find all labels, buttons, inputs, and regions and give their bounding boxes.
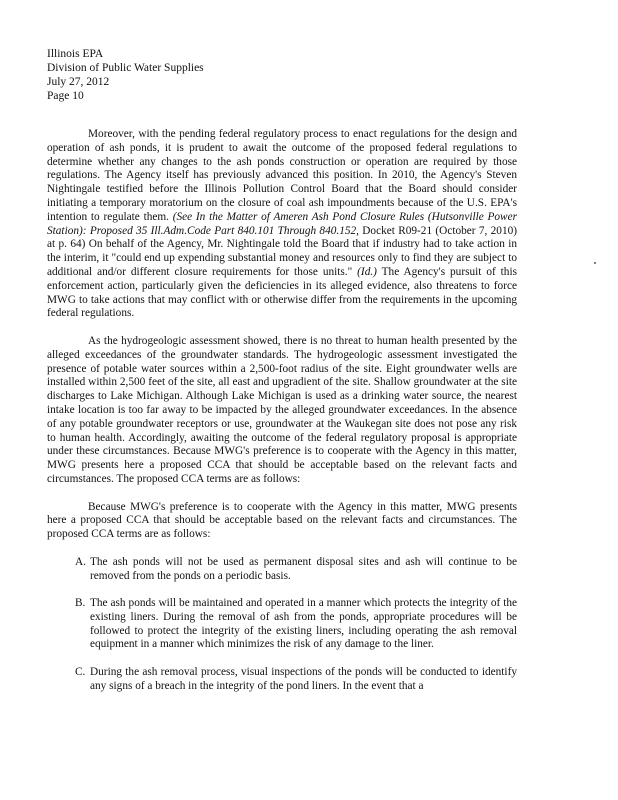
list-item-text: The ash ponds will not be used as permanent disposal sites and ash will continue to be removed from the ponds on a periodic basis. <box>90 555 517 582</box>
paragraph-cca-proposal: Because MWG's preference is to cooperate with the Agency in this matter, MWG presents here a proposed CCA that should be acceptable based on the relevant facts and circumstances. The proposed CCA terms are as follows: <box>47 500 517 541</box>
scan-artifact-speck <box>594 262 596 264</box>
paragraph-federal-regulation <box>47 128 517 321</box>
header-line-agency: Illinois EPA <box>47 48 104 60</box>
paragraph-1-part-a: Moreover, with the pending federal regulatory process to enact regulations for the design and operation of ash ponds, it is prudent to await the outcome of the proposed federal regulations to determine whether any changes to the ash ponds construction or operation are required by those regulations. The Agency itself has previously advanced this position. In 2010, the Agency's Steven Nightingale testified before the Illinois Pollution Control Board that the Board should consider initiating a temporary moratorium on the closure of coal ash impoundments because of the U.S. EPA's intention to regulate them. <box>47 128 517 223</box>
header-line-date: July 27, 2012 <box>47 76 110 88</box>
list-item-text: During the ash removal process, visual inspections of the ponds will be conducted to identify any signs of a breach in the integrity of the pond liners. In the event that a <box>90 666 517 692</box>
paragraph-1-citation: (See In the Matter of Ameren Ash Pond Closure Rules (Hutsonville Power Station): Proposed 35 Ill.Adm.Code Part 840.101 Through 840.152, <box>47 210 518 237</box>
list-marker: A. <box>75 555 86 568</box>
paragraph-1-part-c: The Agency's pursuit of this enforcement action, particularly given the deficiencies in its alleged evidence, also threatens to force MWG to take actions that may conflict with or otherwise differ from the requirements in the upcoming federal regulations. <box>47 265 517 320</box>
list-item-text: The ash ponds will be maintained and operated in a manner which protects the integrity of the existing liners. During the removal of ash from the ponds, appropriate procedures will be followed to protect the integrity of the existing liners, including operating the ash removal equipment in a manner which minimizes the risk of any damage to the liner. <box>90 597 517 651</box>
header-line-division: Division of Public Water Supplies <box>47 62 204 74</box>
paragraph-1-id-citation: (Id.) <box>357 265 377 278</box>
paragraph-hydrogeologic-assessment: As the hydrogeologic assessment showed, there is no threat to human health presented by the alleged exceedances of the groundwater standards. The hydrogeologic assessment investigated the presence of potable water sources within a 2,500-foot radius of the site. Eight groundwater wells are installed within 2,500 feet of the site, all east and upgradient of the site. Shallow groundwater at the site discharges to Lake Michigan. Although Lake Michigan is used as a drinking water source, the nearest intake location is too far away to be impacted by the alleged groundwater exceedances. In the absence of any potable groundwater receptors or use, groundwater at the Waukegan site does not pose any risk to human health. Accordingly, awaiting the outcome of the federal regulatory proposal is appropriate under these circumstances. Because MWG's preference is to cooperate with the Agency in this matter, MWG presents here a proposed CCA that should be acceptable based on the relevant facts and circumstances. The proposed CCA terms are as follows: <box>47 334 517 485</box>
list-item <box>47 597 517 652</box>
list-marker: C. <box>75 666 86 679</box>
list-item <box>47 666 517 694</box>
letter-header <box>47 47 204 103</box>
cca-terms-list <box>47 556 517 694</box>
list-marker: B. <box>75 597 86 610</box>
paragraph-1-part-b: Docket R09-21 (October 7, 2010) at p. 64) On behalf of the Agency, Mr. Nightingale told the Board that if industry had to take action in the interim, it "could end up expending substantial money and resources only to find they are subject to additional and/or different closure requirements for those units." <box>47 224 518 278</box>
list-item <box>47 556 517 584</box>
letter-body <box>47 128 517 707</box>
header-line-page: Page 10 <box>47 90 84 102</box>
